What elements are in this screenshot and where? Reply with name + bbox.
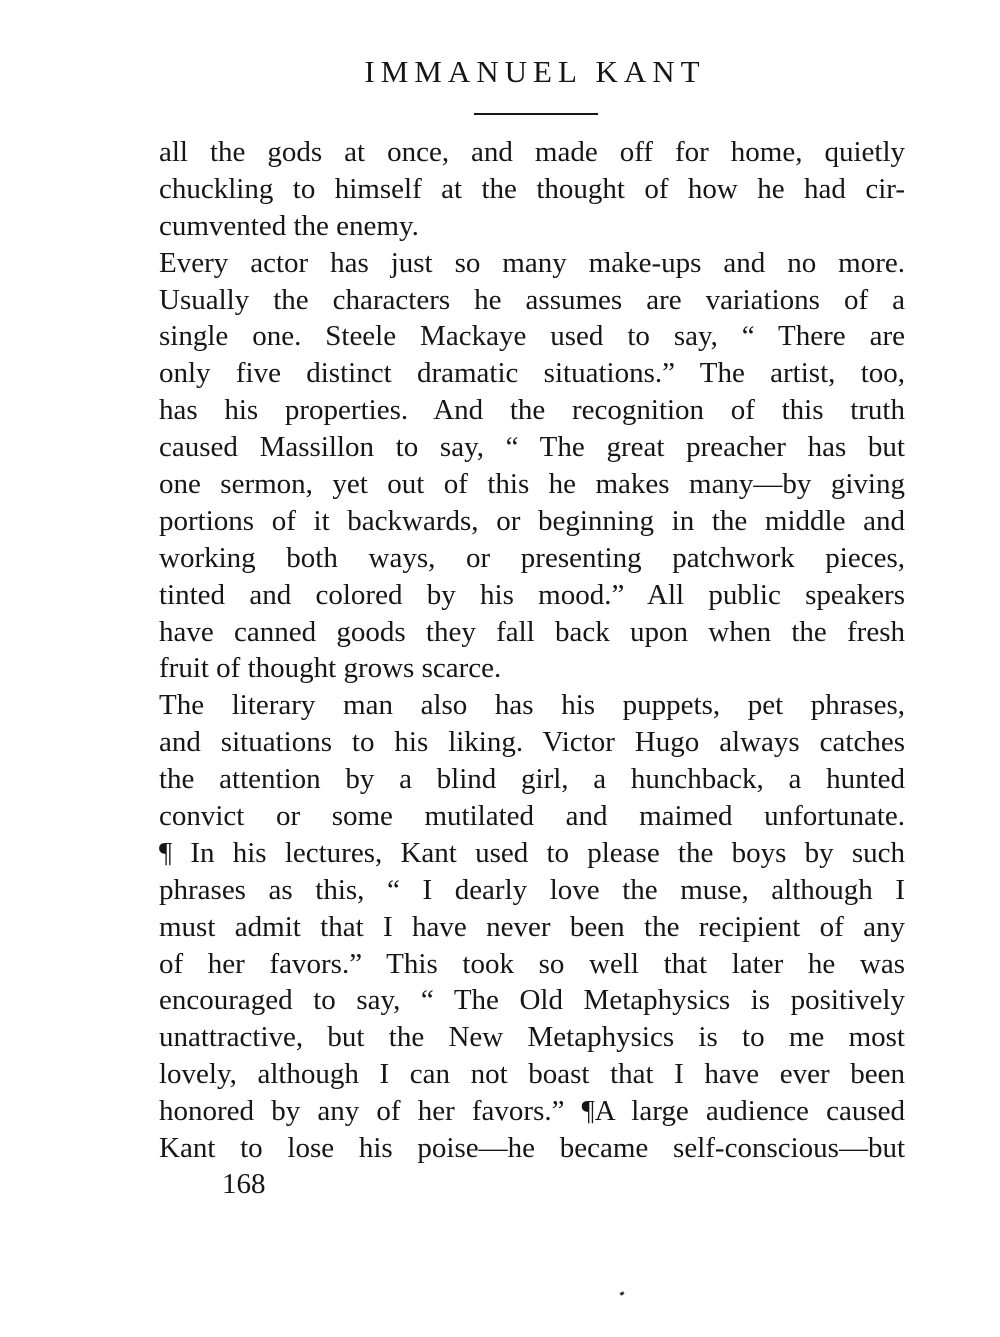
text-line: and situations to his liking. Victor Hugo always catches (159, 726, 905, 759)
text-line: the attention by a blind girl, a hunchback, a hunted (159, 763, 905, 796)
running-head: IMMANUEL KANT (364, 54, 706, 89)
text-line: ¶ In his lectures, Kant used to please the boys by such (159, 836, 905, 869)
text-line: Kant to lose his poise—he became self-conscious—but (159, 1132, 905, 1165)
text-line: one sermon, yet out of this he makes many—by giving (159, 468, 905, 501)
text-line: lovely, although I can not boast that I have ever been (159, 1058, 905, 1091)
text-line: fruit of thought grows scarce. (159, 652, 502, 685)
text-line: single one. Steele Mackaye used to say, “ There are (159, 320, 905, 353)
text-line: have canned goods they fall back upon when the fresh (159, 615, 905, 648)
page-number: 168 (222, 1168, 266, 1200)
body-text (159, 134, 905, 1167)
text-line: caused Massillon to say, “ The great preacher has but (159, 431, 905, 464)
text-line: tinted and colored by his mood.” All public speakers (159, 578, 905, 611)
text-line: phrases as this, “ I dearly love the muse, although I (159, 873, 905, 906)
text-line: cumvented the enemy. (159, 209, 419, 242)
text-line: unattractive, but the New Metaphysics is to me most (159, 1021, 905, 1054)
text-line: must admit that I have never been the recipient of any (159, 910, 905, 943)
text-line: chuckling to himself at the thought of how he had cir- (159, 172, 905, 205)
text-line: The literary man also has his puppets, pet phrases, (159, 689, 905, 722)
text-line: working both ways, or presenting patchwork pieces, (159, 541, 905, 574)
text-line: convict or some mutilated and maimed unfortunate. (159, 800, 905, 833)
text-line: Every actor has just so many make-ups and no more. (159, 246, 905, 279)
text-line: Usually the characters he assumes are variations of a (159, 283, 905, 316)
text-line: of her favors.” This took so well that later he was (159, 947, 905, 980)
text-line: portions of it backwards, or beginning in the middle and (159, 504, 905, 537)
header-rule (474, 113, 598, 115)
text-line: encouraged to say, “ The Old Metaphysics is positively (159, 984, 905, 1017)
ink-speck (620, 1291, 625, 1296)
text-line: only five distinct dramatic situations.” The artist, too, (159, 357, 905, 390)
text-line: honored by any of her favors.” ¶A large audience caused (159, 1095, 905, 1128)
text-line: has his properties. And the recognition of this truth (159, 394, 905, 427)
text-line: all the gods at once, and made off for home, quietly (159, 136, 905, 168)
